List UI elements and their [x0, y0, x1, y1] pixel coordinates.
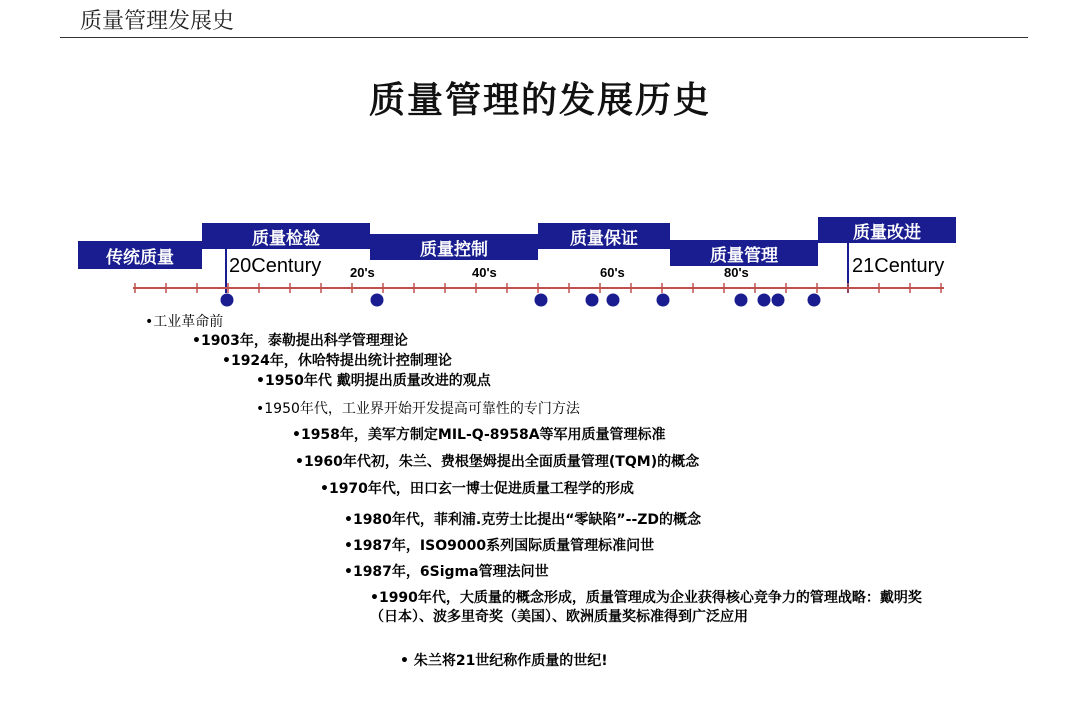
timeline-event-dot [371, 294, 384, 307]
event-1958-mil-standard: •1958年，美军方制定MIL-Q-8958A等军用质量管理标准 [292, 427, 666, 443]
event-1987-6sigma: •1987年，6Sigma管理法问世 [344, 564, 549, 580]
century-label-21: 21Century [852, 255, 945, 277]
event-1980-crosby-zd: •1980年代，菲利浦.克劳士比提出“零缺陷”--ZD的概念 [344, 512, 702, 528]
timeline-event-dot [221, 294, 234, 307]
event-1903-taylor: •1903年，泰勒提出科学管理理论 [192, 333, 408, 349]
header-title: 质量管理发展史 [80, 9, 235, 34]
timeline-event-dot [772, 294, 785, 307]
century-label-20: 20Century [229, 255, 322, 277]
event-1970-taguchi: •1970年代，田口玄一博士促进质量工程学的形成 [320, 481, 634, 497]
stage-label: 质量保证 [570, 228, 638, 249]
timeline-event-dot [586, 294, 599, 307]
event-1990-big-quality: •1990年代，大质量的概念形成，质量管理成为企业获得核心竞争力的管理战略：戴明奖（日本）、波多里奇奖（美国）、欧洲质量奖标准得到广泛应用 [370, 590, 922, 625]
stage-label: 质量管理 [710, 245, 778, 266]
decade-label-60s: 60's [600, 265, 625, 280]
decade-label-40s: 40's [472, 265, 497, 280]
timeline-event-dot [657, 294, 670, 307]
timeline-event-dot [758, 294, 771, 307]
timeline-event-dot [535, 294, 548, 307]
event-1950-reliability: •1950年代，工业界开始开发提高可靠性的专门方法 [256, 401, 580, 417]
stage-label: 质量改进 [853, 222, 921, 243]
timeline-event-dot [607, 294, 620, 307]
event-juran-21st-century: • 朱兰将21世纪称作质量的世纪! [400, 653, 608, 669]
timeline-event-dot [808, 294, 821, 307]
decade-label-20s: 20's [350, 265, 375, 280]
stage-label: 质量控制 [420, 239, 488, 260]
event-1924-shewhart: •1924年，休哈特提出统计控制理论 [222, 353, 452, 369]
event-1950-deming: •1950年代 戴明提出质量改进的观点 [256, 373, 491, 389]
page-title: 质量管理的发展历史 [368, 79, 711, 121]
event-1960-tqm: •1960年代初，朱兰、费根堡姆提出全面质量管理(TQM)的概念 [295, 454, 700, 470]
event-pre-industrial: •工业革命前 [145, 314, 224, 330]
stage-label: 质量检验 [252, 228, 320, 249]
decade-label-80s: 80's [724, 265, 749, 280]
event-1987-iso9000: •1987年，ISO9000系列国际质量管理标准问世 [344, 538, 655, 554]
stage-label: 传统质量 [106, 247, 174, 268]
timeline-event-dot [735, 294, 748, 307]
timeline-event-dots [221, 294, 821, 307]
